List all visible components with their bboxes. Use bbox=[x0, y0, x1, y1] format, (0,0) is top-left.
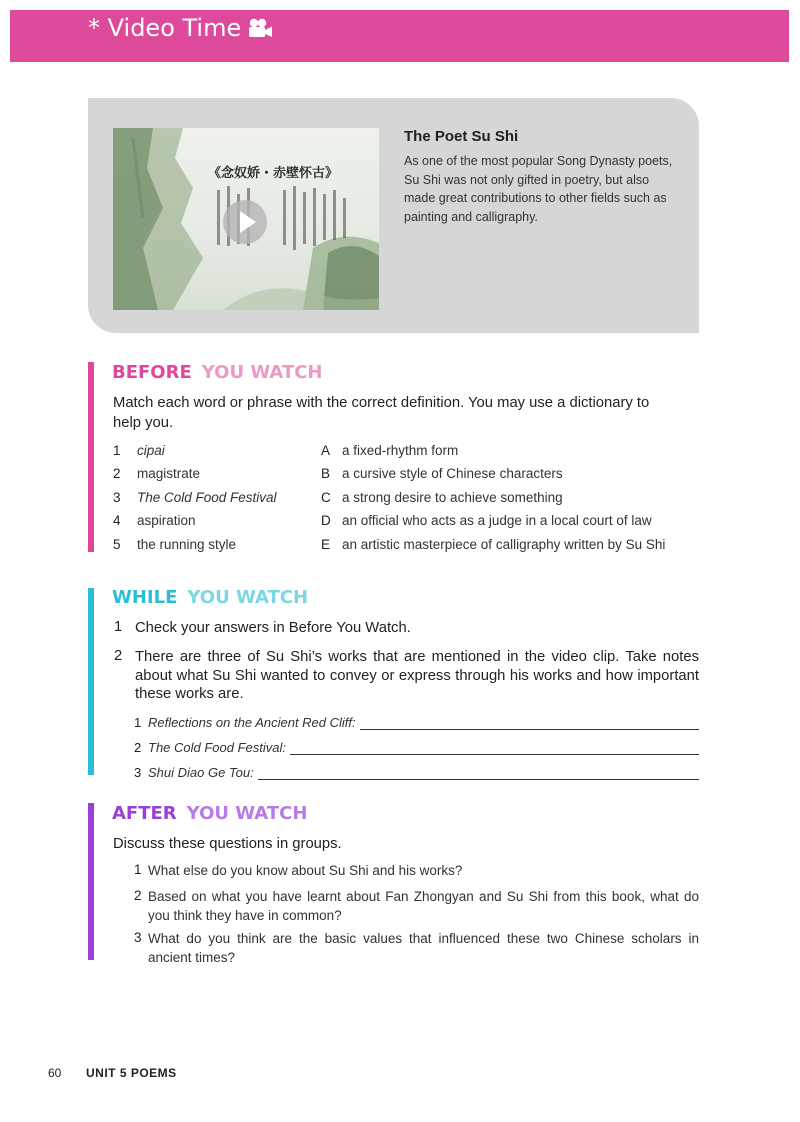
match-number: 1 bbox=[113, 443, 121, 458]
note-number: 2 bbox=[134, 740, 142, 755]
note-label: Reflections on the Ancient Red Cliff: bbox=[148, 715, 356, 730]
match-number: 2 bbox=[113, 466, 121, 481]
match-letter: B bbox=[321, 466, 331, 481]
match-definition: an official who acts as a judge in a local court of law bbox=[342, 513, 652, 528]
after-instruction: Discuss these questions in groups. bbox=[113, 836, 342, 852]
while-title-word-1: WHILE bbox=[112, 587, 178, 608]
match-definition: a fixed-rhythm form bbox=[342, 443, 459, 458]
before-title-word-1: BEFORE bbox=[112, 362, 192, 383]
match-number: 4 bbox=[113, 513, 121, 528]
match-letter: D bbox=[321, 513, 331, 528]
play-icon[interactable] bbox=[223, 200, 267, 244]
before-title-word-2: YOU WATCH bbox=[201, 362, 323, 383]
match-letter: A bbox=[321, 443, 331, 458]
note-line-item bbox=[134, 762, 699, 780]
after-title-word-1: AFTER bbox=[112, 803, 177, 824]
while-section-bar bbox=[88, 588, 94, 775]
video-description: As one of the most popular Song Dynasty poets, Su Shi was not only gifted in poetry, but also made great contributions to other fields such as painting and calligraphy. bbox=[404, 154, 673, 224]
after-title-word-2: YOU WATCH bbox=[186, 803, 308, 824]
match-word: cipai bbox=[137, 443, 165, 458]
question-text: What else do you know about Su Shi and his works? bbox=[148, 863, 463, 878]
note-number: 1 bbox=[134, 715, 142, 730]
match-definition: an artistic masterpiece of calligraphy written by Su Shi bbox=[342, 537, 666, 552]
while-title-word-2: YOU WATCH bbox=[187, 587, 309, 608]
video-title: The Poet Su Shi bbox=[404, 128, 519, 145]
note-answer-line[interactable] bbox=[290, 741, 699, 755]
note-line-item bbox=[134, 712, 699, 730]
before-section-bar bbox=[88, 362, 94, 552]
match-number: 3 bbox=[113, 490, 121, 505]
task-number: 1 bbox=[114, 619, 123, 635]
match-number: 5 bbox=[113, 537, 121, 552]
match-definition: a cursive style of Chinese characters bbox=[342, 466, 563, 481]
after-section-title bbox=[112, 803, 307, 824]
match-letter: C bbox=[321, 490, 331, 505]
match-word: magistrate bbox=[137, 466, 201, 481]
note-number: 3 bbox=[134, 765, 142, 780]
video-camera-icon bbox=[247, 18, 273, 38]
question-number: 3 bbox=[134, 930, 142, 945]
while-section-title bbox=[112, 587, 308, 608]
banner-title-text: * Video Time bbox=[88, 14, 242, 42]
before-section-title bbox=[112, 362, 323, 383]
task-text: Check your answers in Before You Watch. bbox=[135, 620, 411, 636]
question-number: 2 bbox=[134, 888, 142, 903]
video-card bbox=[88, 98, 699, 333]
after-section-bar bbox=[88, 803, 94, 960]
page-number: 60 bbox=[48, 1066, 62, 1080]
match-word: aspiration bbox=[137, 513, 196, 528]
match-word: The Cold Food Festival bbox=[137, 490, 277, 505]
unit-label: UNIT 5 POEMS bbox=[86, 1066, 177, 1080]
banner-title bbox=[88, 13, 273, 43]
task-text: There are three of Su Shi’s works that are mentioned in the video clip. Take notes about what Su Shi wanted to convey or express through his works and how important these works are. bbox=[135, 649, 699, 702]
question-number: 1 bbox=[134, 862, 142, 877]
match-letter: E bbox=[321, 537, 331, 552]
match-definition: a strong desire to achieve something bbox=[342, 490, 563, 505]
note-answer-line[interactable] bbox=[360, 716, 699, 730]
before-instruction: Match each word or phrase with the correct definition. You may use a dictionary to help you. bbox=[113, 395, 650, 431]
question-text: Based on what you have learnt about Fan Zhongyan and Su Shi from this book, what do you think they have in common? bbox=[148, 889, 699, 923]
video-thumbnail[interactable] bbox=[113, 128, 379, 310]
note-label: The Cold Food Festival: bbox=[148, 740, 287, 755]
thumbnail-caption: 《念奴娇・赤壁怀古》 bbox=[208, 166, 339, 181]
note-answer-line[interactable] bbox=[258, 766, 699, 780]
task-number: 2 bbox=[114, 648, 123, 664]
note-label: Shui Diao Ge Tou: bbox=[148, 765, 254, 780]
note-line-item bbox=[134, 737, 699, 755]
question-text: What do you think are the basic values that influenced these two Chinese scholars in ancient times? bbox=[148, 931, 699, 965]
match-word: the running style bbox=[137, 537, 237, 552]
